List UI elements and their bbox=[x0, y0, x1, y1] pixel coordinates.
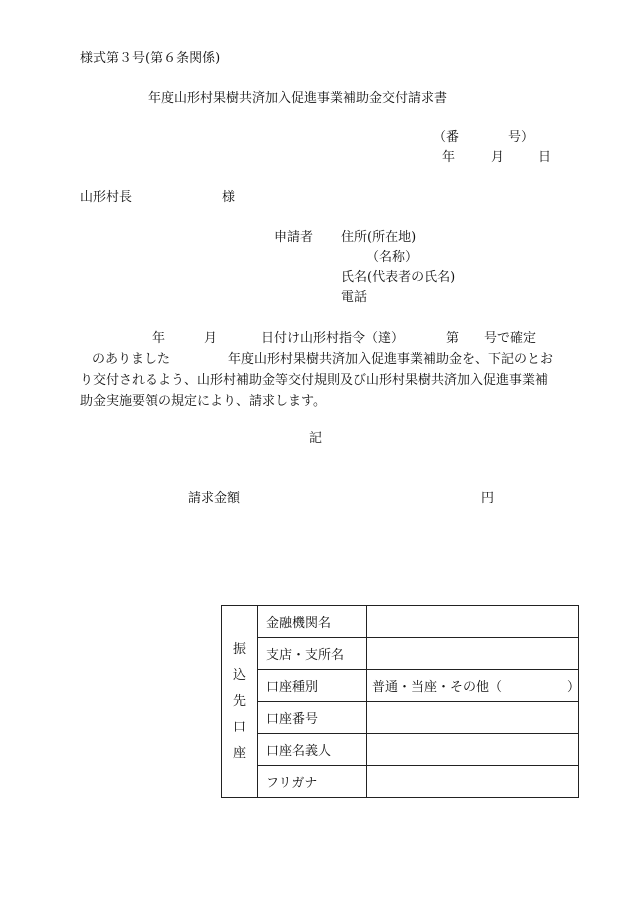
doc-number-close: 号） bbox=[508, 130, 535, 145]
furigana-field[interactable] bbox=[367, 766, 579, 798]
branch-name-field[interactable] bbox=[367, 638, 579, 670]
body-year: 年 bbox=[152, 331, 166, 346]
date-month: 月 bbox=[491, 150, 505, 165]
applicant-address: 住所(所在地) bbox=[341, 230, 417, 245]
date-year: 年 bbox=[442, 150, 456, 165]
branch-name-label: 支店・支所名 bbox=[258, 638, 367, 670]
table-row bbox=[222, 734, 579, 766]
body-dai: 第 bbox=[446, 331, 460, 346]
account-type-field[interactable]: 普通・当座・その他（ ） bbox=[367, 670, 579, 702]
account-holder-field[interactable] bbox=[367, 734, 579, 766]
body-line4: 助金実施要領の規定により、請求します。 bbox=[80, 394, 326, 409]
body-line2-end: 年度山形村果樹共済加入促進事業補助金を、下記のとお bbox=[228, 352, 554, 367]
amount-label: 請求金額 bbox=[188, 491, 241, 506]
side-char: 座 bbox=[232, 745, 246, 761]
side-char: 口 bbox=[232, 719, 246, 735]
side-char: 込 bbox=[232, 667, 246, 683]
ki-label: 記 bbox=[309, 431, 323, 446]
addressee-name: 山形村長 bbox=[80, 190, 133, 205]
table-row bbox=[222, 606, 579, 638]
account-type-label: 口座種別 bbox=[258, 670, 367, 702]
applicant-label: 申請者 bbox=[274, 230, 314, 245]
side-char: 振 bbox=[232, 641, 246, 657]
account-number-field[interactable] bbox=[367, 702, 579, 734]
body-month: 月 bbox=[204, 331, 218, 346]
table-row bbox=[222, 702, 579, 734]
bank-account-table bbox=[221, 605, 579, 798]
amount-unit: 円 bbox=[481, 491, 495, 506]
account-holder-label: 口座名義人 bbox=[258, 734, 367, 766]
body-confirmed: 号で確定 bbox=[484, 331, 537, 346]
applicant-phone: 電話 bbox=[341, 290, 368, 305]
body-directive: 日付け山形村指令（達） bbox=[261, 331, 405, 346]
addressee-honorific: 様 bbox=[222, 190, 236, 205]
account-number-label: 口座番号 bbox=[258, 702, 367, 734]
bank-name-field[interactable] bbox=[367, 606, 579, 638]
bank-name-label: 金融機関名 bbox=[258, 606, 367, 638]
applicant-org-name: （名称） bbox=[366, 250, 419, 265]
date-day: 日 bbox=[538, 150, 552, 165]
body-line2-start: のありました bbox=[92, 352, 171, 367]
body-line3: り交付されるよう、山形村補助金等交付規則及び山形村果樹共済加入促進事業補 bbox=[80, 373, 549, 388]
table-row bbox=[222, 670, 579, 702]
side-char: 先 bbox=[232, 693, 246, 709]
bank-side-label bbox=[222, 606, 258, 798]
furigana-label: フリガナ bbox=[258, 766, 367, 798]
form-number: 様式第３号(第６条関係) bbox=[80, 51, 221, 66]
table-row bbox=[222, 766, 579, 798]
applicant-rep-name: 氏名(代表者の氏名) bbox=[341, 270, 456, 285]
table-row bbox=[222, 638, 579, 670]
document-title: 年度山形村果樹共済加入促進事業補助金交付請求書 bbox=[148, 91, 448, 106]
doc-number-open: （番 bbox=[433, 130, 460, 145]
